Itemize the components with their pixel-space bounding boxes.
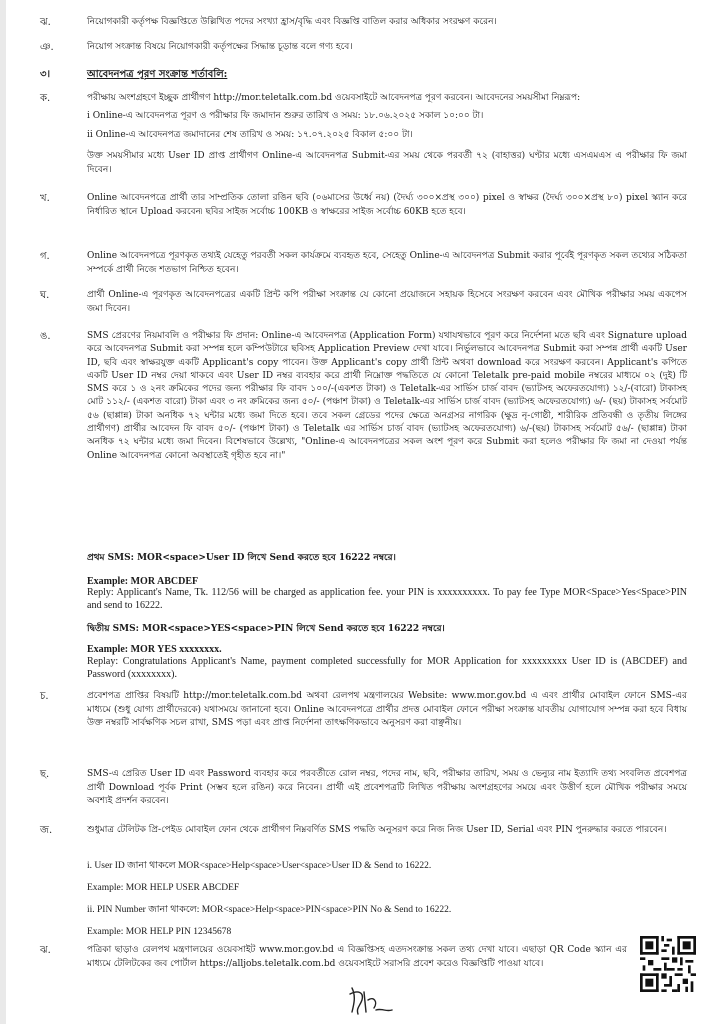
- clause-marker: ক.: [40, 93, 51, 104]
- sms-second-instruction: দ্বিতীয় SMS: MOR<space>YES<space>PIN লিখে Send করতে হবে 16222 নম্বরে।: [87, 624, 445, 634]
- sms-example-2: Example: MOR YES xxxxxxxx.: [87, 644, 222, 655]
- qr-code-icon: [640, 936, 696, 992]
- clause-text: পত্রিকা ছাড়াও রেলপথ মন্ত্রণালয়ের ওয়েবসাইট www.mor.gov.bd এ বিজ্ঞপ্তিসহ এতদসংক্রান্ত সকল তথ্য দেখা যাবে। এছাড়া QR Code স্ক্যান এর মাধ্যমে টেলিটকের জব পোর্টাল https://alljobs.teletalk.com.bd ওয়েবসাইটে সরাসরি প্রবেশ করেও বিজ্ঞপ্তিটি পাওয়া যাবে।: [87, 945, 627, 969]
- recovery-example-2: Example: MOR HELP PIN 12345678: [87, 927, 232, 937]
- clause-text: SMS প্রেরণের নিয়মাবলি ও পরীক্ষার ফি প্রদান: Online-এ আবেদনপত্র (Application Form) যথাযথভাবে পূরণ করে নির্দেশনা মতে ছবি এবং Signature upload করে আবেদনপত্র Submit করা সম্পন্ন হলে কম্পিউটারে ছবিসহ Application Preview দেখা যাবে। নির্ভুলভাবে আবেদনপত্র Submit করা সম্পন্ন প্রার্থী একটি User ID, ছবি এবং স্বাক্ষরযুক্ত একটি Applicant's copy পাবেন। উক্ত Applicant's copy প্রার্থী প্রিন্ট অথবা download করে সংরক্ষণ করবেন। Applicant's কপিতে একটি User ID নম্বর দেয়া থাকবে এবং User ID নম্বর ব্যবহার করে প্রার্থী নিম্নোক্ত পদ্ধতিতে যে কোনো Teletalk pre-paid mobile নম্বরের মাধ্যমে ০২ (দুই) টি SMS করে ১ ও ২নং ক্রমিকের পদের জন্য পরীক্ষার ফি বাবদ ১০০/-(একশত টাকা) ও Teletalk-এর সার্ভিস চার্জ বাবদ (ভ্যাটসহ অফেরতযোগ্য) ১২/-(বারো) টাকাসহ মোট ১১২/- (একশত বারো) টাকা এবং ৩ নং ক্রমিকের জন্য ৫০/- (পঞ্চাশ টাকা) ও Teletalk-এর সার্ভিস চার্জ বাবদ (ভ্যাটসহ অফেরতযোগ্য) ৬/- (ছয়) টাকাসহ সর্বমোট ৫৬ (ছাপ্পান্ন) টাকা অনধিক ৭২ ঘন্টার মধ্যে জমা দিতে হবে। তবে সকল গ্রেডের পদের ক্ষেত্রে অনগ্রসর নাগরিক (ক্ষুদ্র নৃ-গোষ্ঠী, শারীরিক প্রতিবন্ধী ও তৃতীয় লিঙ্গের প্রার্থীগণ) প্রার্থীর আবেদন ফি বাবদ ৫০/- (পঞ্চাশ টাকা) ও Teletalk এর সার্ভিস চার্জ বাবদ (ভ্যাটসহ অফেরতযোগ্য) ৬/-(ছয়) টাকাসহ সর্বমোট ৫৬/- (ছাপ্পান্ন) টাকা অনধিক ৭২ ঘন্টার মধ্যে জমা দিবেন। বিশেষভাবে উল্লেখ্য, "Online-এ আবেদনপত্রের সকল অংশ পূরণ করে Submit করা হলেও পরীক্ষার ফি জমা না দেওয়া পর্যন্ত Online আবেদনপত্র কোনো অবস্থাতেই গৃহীত হবে না।": [87, 331, 687, 461]
- signature-icon: [346, 982, 396, 1020]
- clause-text: শুধুমাত্র টেলিটক প্রি-পেইড মোবাইল ফোন থেকে প্রার্থীগণ নিম্নবর্ণিত SMS পদ্ধতি অনুসরণ করে নিজ নিজ User ID, Serial এবং PIN পুনরুদ্ধার করতে পারবেন।: [87, 825, 667, 835]
- clause-marker: ছ.: [40, 769, 50, 780]
- clause-text: Online আবেদনপত্রে প্রার্থী তার সাম্প্রতিক তোলা রঙিন ছবি (০৬মাসের উর্ধ্বে নয়) (দৈর্ঘ্য ৩০০×প্রস্থ ৩০০) pixel ও স্বাক্ষর (দৈর্ঘ্য ৩০০×প্রস্থ ৮০) pixel স্ক্যান করে নির্ধারিত স্থানে Upload করবেন৷ ছবির সাইজ সর্বোচ্চ 100KB ও স্বাক্ষরের সাইজ সর্বোচ্চ 60KB হতে হবে।: [87, 193, 687, 217]
- clause-marker: ঝ.: [40, 17, 51, 28]
- sms-first-instruction: প্রথম SMS: MOR<space>User ID লিখে Send করতে হবে 16222 নম্বরে।: [87, 553, 396, 563]
- date-line-start: i Online-এ আবেদনপত্র পূরণ ও পরীক্ষার ফি জমাদান শুরুর তারিখ ও সময়: ১৮.০৬.২০২৫ সকাল ১০:০০ টা।: [87, 111, 484, 121]
- clause-text: SMS-এ প্রেরিত User ID এবং Password ব্যবহার করে পরবর্তীতে রোল নম্বর, পদের নাম, ছবি, পরীক্ষার তারিখ, সময় ও ভেন্যুর নাম ইত্যাদি তথ্য সংবলিত প্রবেশপত্র প্রার্থী Download পূর্বক Print (সম্ভব হলে রঙিন) করে নিবেন। প্রার্থী এই প্রবেশপত্রটি লিখিত পরীক্ষায় অংশগ্রহণের সময়ে এবং উত্তীর্ণ হলে মৌখিক পরীক্ষার সময়ে অবশ্যই প্রদর্শন করবেন।: [87, 769, 687, 807]
- clause-marker: ঘ.: [40, 290, 50, 301]
- clause-marker: খ.: [40, 193, 50, 204]
- clause-marker: গ.: [40, 251, 50, 262]
- date-line-end: ii Online-এ আবেদনপত্র জমাদানের শেষ তারিখ ও সময়: ১৭.০৭.২০২৫ বিকাল ৫:০০ টা।: [87, 130, 413, 140]
- recovery-example-1: Example: MOR HELP USER ABCDEF: [87, 883, 240, 893]
- clause-marker: ঞ.: [40, 42, 54, 53]
- sms-replay: Replay: Congratulations Applicant's Name, payment completed successfully for MOR Application for xxxxxxxxx User ID is (ABCDEF) and Password (xxxxxxxx).: [87, 656, 687, 680]
- section-heading: আবেদনপত্র পূরণ সংক্রান্ত শর্তাবলি:: [87, 69, 228, 80]
- sms-reply: Reply: Applicant's Name, Tk. 112/56 will be charged as application fee. your PIN is xxxxxxxxxx. To pay fee Type MOR<Space>Yes<Space>PIN and send to 16222.: [87, 587, 687, 611]
- sms-example-1: Example: MOR ABCDEF: [87, 576, 199, 587]
- clause-text: প্রবেশপত্র প্রাপ্তির বিষয়টি http://mor.teletalk.com.bd অথবা রেলপথ মন্ত্রণালয়ের Website: www.mor.gov.bd এ এবং প্রার্থীর মোবাইল ফোনে SMS-এর মাধ্যমে (শুধু যোগ্য প্রার্থীদেরকে) যথাসময়ে জানানো হবে। Online আবেদনপত্রে প্রার্থীর প্রদত্ত মোবাইল ফোনে পরীক্ষা সংক্রান্ত যাবতীয় যোগাযোগ সম্পন্ন করা হবে বিধায় উক্ত নম্বরটি সার্বক্ষণিক সচল রাখা, SMS পড়া এবং প্রাপ্ত নির্দেশনা তাৎক্ষণিকভাবে অনুসরণ করা বাঞ্ছনীয়।: [87, 691, 687, 729]
- clause-text: নিয়োগকারী কর্তৃপক্ষ বিজ্ঞপ্তিতে উল্লিখিত পদের সংখ্যা হ্রাস/বৃদ্ধি এবং বিজ্ঞপ্তি বাতিল করার অধিকার সংরক্ষণ করেন।: [87, 17, 497, 27]
- clause-marker: জ.: [40, 825, 53, 836]
- clause-marker: ঙ.: [40, 331, 51, 342]
- clause-marker: ঝ.: [40, 945, 51, 956]
- clause-text: উক্ত সময়সীমার মধ্যে User ID প্রাপ্ত প্রার্থীগণ Online-এ আবেদনপত্র Submit-এর সময় থেকে পরবর্তী ৭২ (বাহাত্তর) ঘণ্টার মধ্যে এসএমএস এ পরীক্ষার ফি জমা দিবেন।: [87, 151, 687, 175]
- recovery-user-id: i. User ID জানা থাকলে MOR<space>Help<space>User<space>User ID & Send to 16222.: [87, 861, 432, 871]
- section-number: ৩।: [40, 69, 51, 80]
- clause-text: নিয়োগ সংক্রান্ত বিষয়ে নিয়োগকারী কর্তৃপক্ষের সিদ্ধান্ত চূড়ান্ত বলে গণ্য হবে।: [87, 42, 353, 52]
- clause-text: প্রার্থী Online-এ পূরণকৃত আবেদনপত্রের একটি প্রিন্ট কপি পরীক্ষা সংক্রান্ত যে কোনো প্রয়োজনে সহায়ক হিসেবে সংরক্ষণ করবেন এবং মৌখিক পরীক্ষার সময় একপেস জমা দিবেন।: [87, 290, 687, 314]
- clause-marker: চ.: [40, 691, 49, 702]
- page-edge: [0, 0, 6, 1024]
- clause-text: পরীক্ষায় অংশগ্রহণে ইচ্ছুক প্রার্থীগণ http://mor.teletalk.com.bd ওয়েবসাইটে আবেদনপত্র পূরণ করবেন। আবেদনের সময়সীমা নিম্নরূপ:: [87, 93, 581, 103]
- recovery-pin: ii. PIN Number জানা থাকলে: MOR<space>Help<space>PIN<space>PIN No & Send to 16222.: [87, 905, 452, 915]
- clause-text: Online আবেদনপত্রে পূরণকৃত তথ্যই যেহেতু পরবর্তী সকল কার্যক্রমে ব্যবহৃত হবে, সেহেতু Online-এ আবেদনপত্র Submit করার পূর্বেই পূরণকৃত সকল তথ্যের সঠিকতা সম্পর্কে প্রার্থী নিজে শতভাগ নিশ্চিত হবেন।: [87, 251, 687, 275]
